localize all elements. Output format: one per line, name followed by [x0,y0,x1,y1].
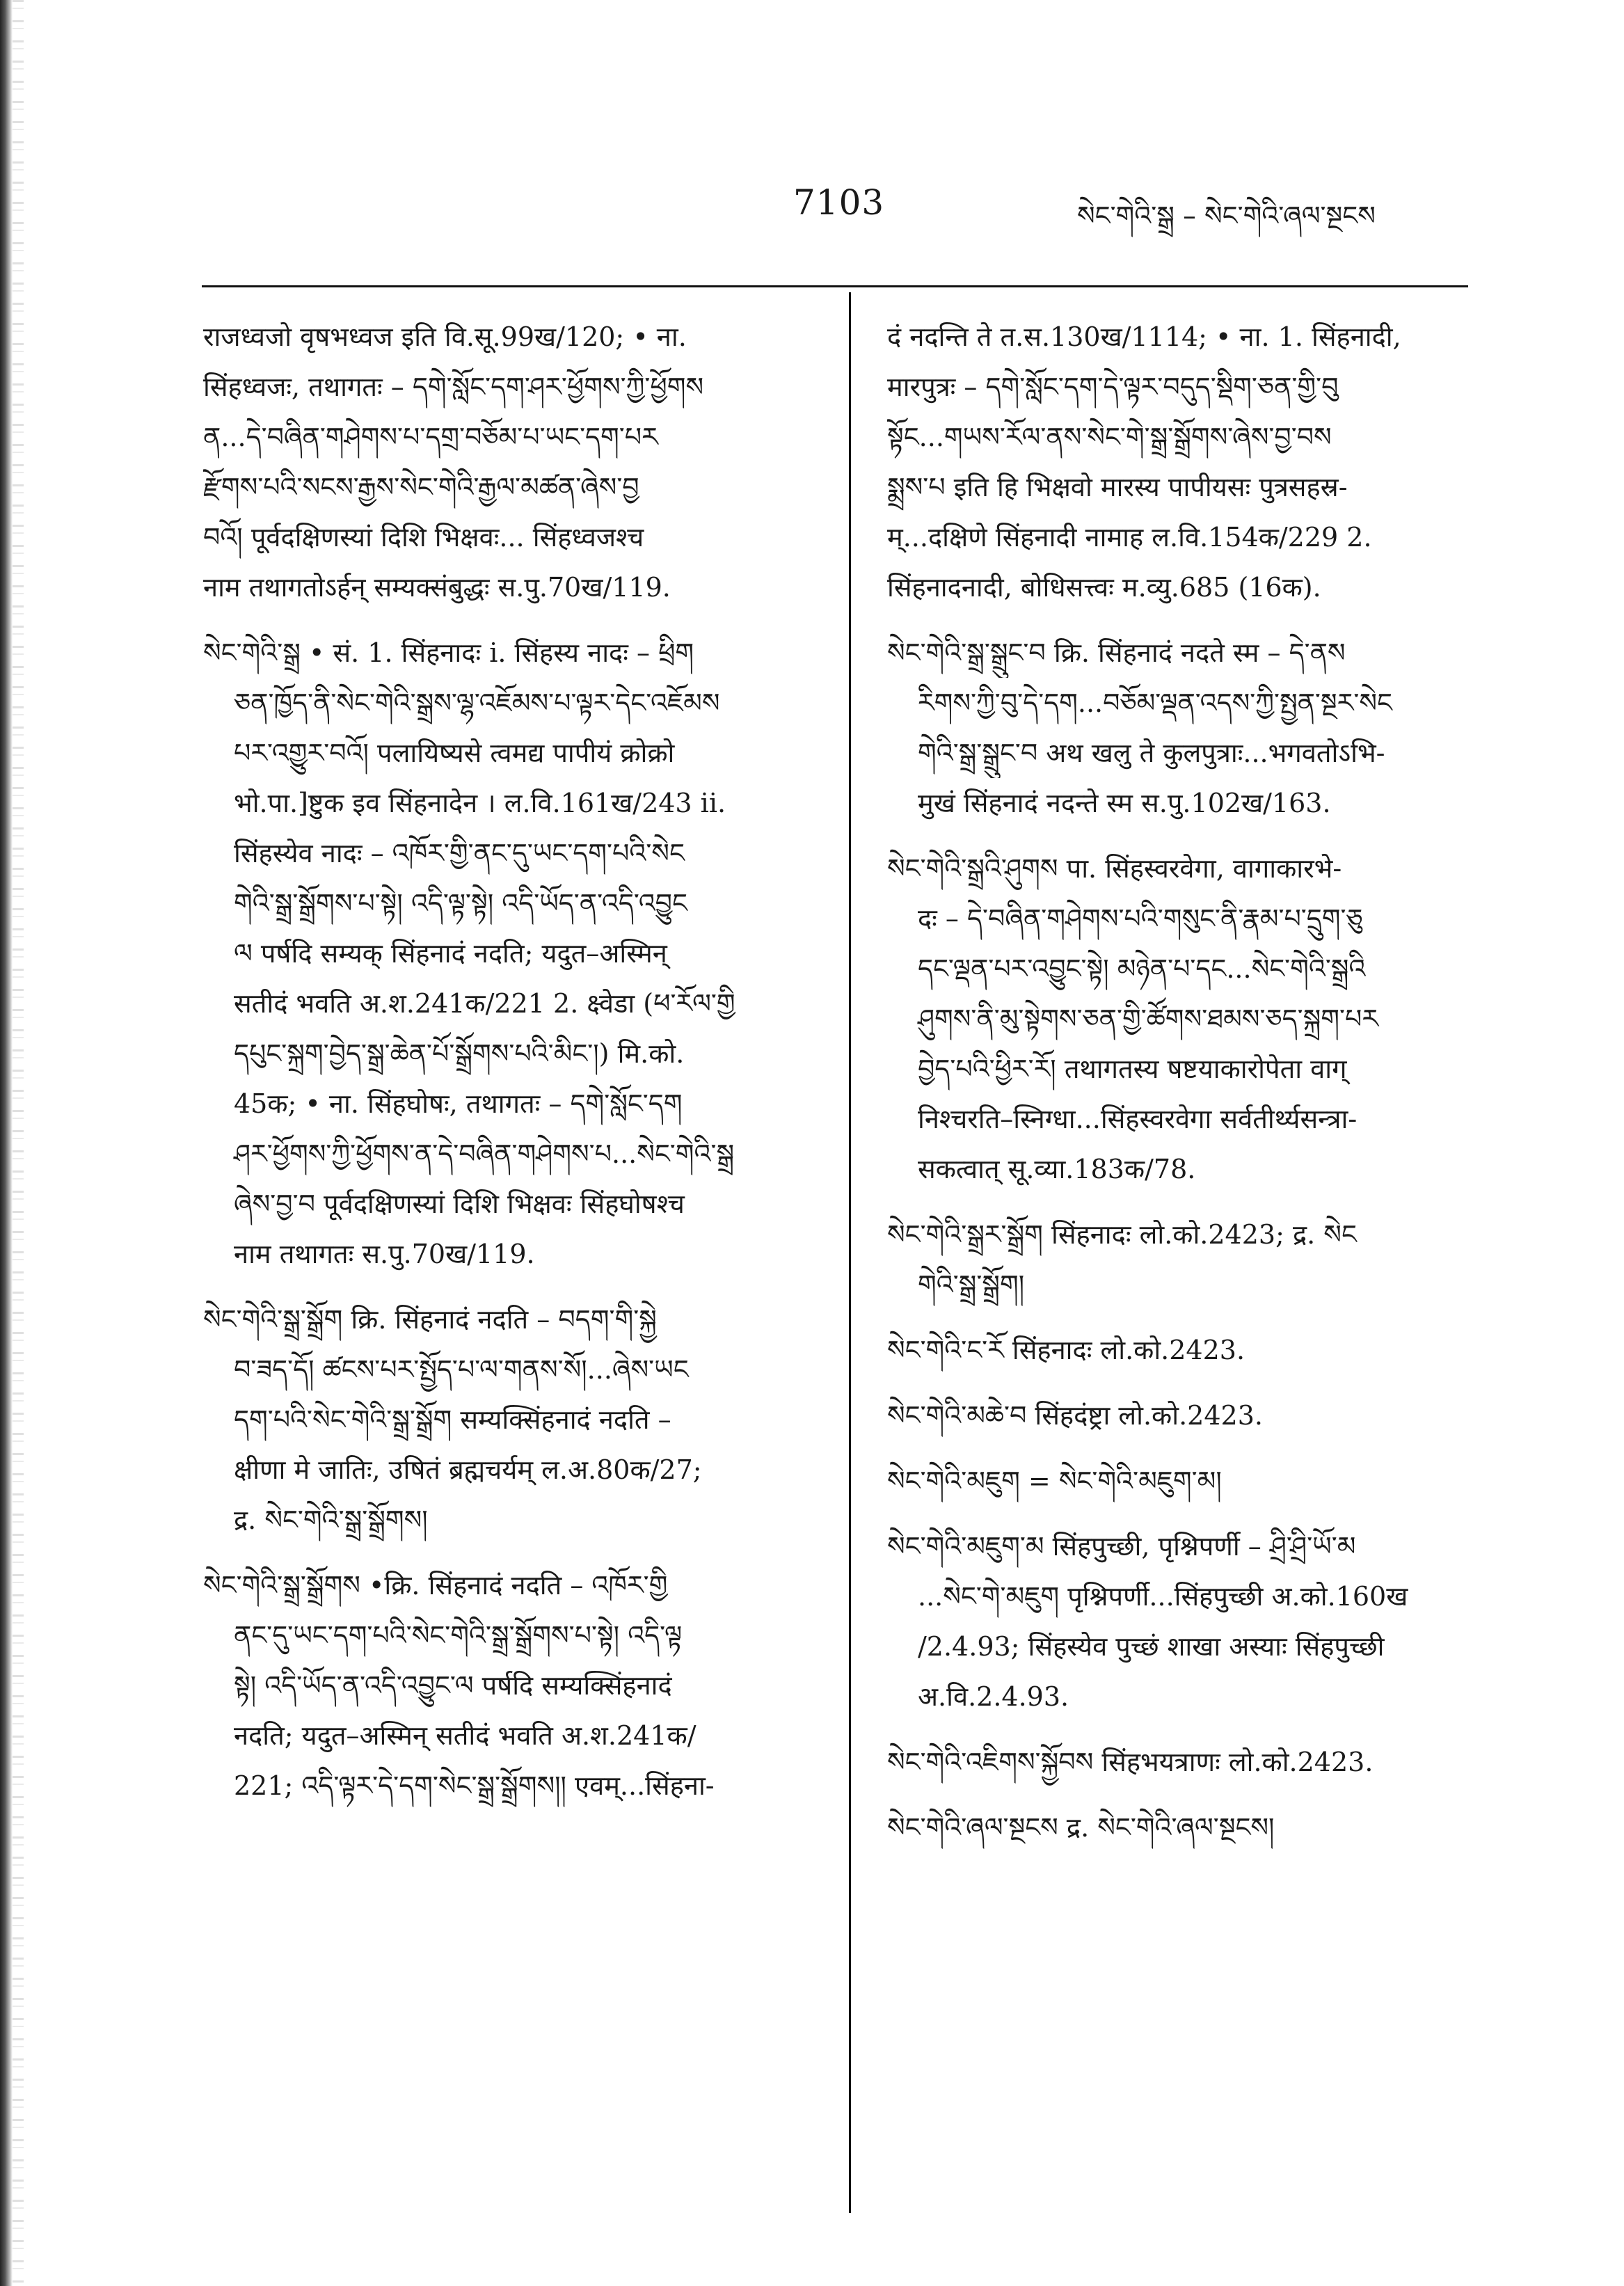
entry-line: གེའི་སྒྲ་སྒྲོག། [918,1269,1025,1300]
entry-line: ཅན་ཁྱོད་ནི་སེང་གེའི་སྒྲས་ལྷ་འཇོམས་པ་ལྟར་དེང་འཇོམས [234,688,720,718]
entry-line: दः – དེ་བཞིན་གཤེགས་པའི་གསུང་ནི་རྣམ་པ་དྲུག་ཅུ [918,903,1363,934]
dictionary-entry [887,312,1506,612]
dictionary-entry [887,1390,1506,1440]
entry-line: नाम तथागतः स.पु.70ख/119. [234,1239,535,1269]
dictionary-entry [887,1209,1506,1310]
entry-line: भो.पा.]ष्टुक इव सिंहनादेन । ल.वि.161ख/243 ii. [234,788,726,818]
dictionary-entry [203,1294,822,1545]
dictionary-entry [203,1560,822,1811]
entry-line: བ་ཟད་དོ། ཚངས་པར་སྤྱོད་པ་ལ་གནས་སོ།...ཞེས་ཡང [234,1354,689,1385]
entry-line: སེང་གེའི་མཆེ་བ सिंहदंष्ट्रा लो.को.2423. [887,1400,1263,1431]
entry-line: སེང་གེའི་སྒྲའི་ཤུགས पा. सिंहस्वरवेगा, वागाकारभे- [887,853,1342,884]
entry-line: 221; འདི་ལྟར་དེ་དག་སེང་སྒྲ་སྒྲོགས།། एवम्...सिंहना- [234,1770,715,1801]
dictionary-entry [887,1737,1506,1787]
entry-line: ལ पर्षदि सम्यक् सिंहनादं नदति; यदुत–अस्मिन् [234,938,667,969]
entry-line: म्...दक्षिणे सिंहनादी नामाह ल.वि.154क/229 2. [887,522,1372,553]
page-binding-edge [0,0,13,2286]
entry-line: मुखं सिंहनादं नदन्ते स्म स.पु.102ख/163. [918,788,1331,818]
entry-line: मारपुत्रः – དགེ་སློང་དག་དེ་ལྟར་བདུད་སྡིག་ཅན་གྱི་བུ [887,372,1339,402]
entry-line: སེང་གེའི་འཇིགས་སྐྱོབས सिंहभयत्राणः लो.को.2423. [887,1747,1374,1777]
entry-line: नाम तथागतोऽर्हन् सम्यक्संबुद्धः स.पु.70ख/119. [203,572,671,603]
entry-line: ཤར་ཕྱོགས་ཀྱི་ཕྱོགས་ན་དེ་བཞིན་གཤེགས་པ...སེང་གེའི་སྒྲ [234,1138,735,1169]
entry-line: སེང་གེའི་སྒྲར་སྒྲོག सिंहनादः लो.को.2423; द्र. སེང [887,1219,1357,1250]
entry-line: སེང་གེའི་སྒྲ་སྒྲོགས •क्रि. सिंहनादं नदति – འཁོར་གྱི [203,1570,668,1601]
dictionary-entry [887,1325,1506,1375]
entry-line: निश्चरति–स्निग्धा...सिंहस्वरवेगा सर्वतीर्थ्यसन्त्रा- [918,1104,1358,1134]
left-column [203,312,822,1826]
dictionary-entry [887,843,1506,1194]
entry-line: གེའི་སྒྲ་སྒྲོགས་པ་སྟེ། འདི་ལྟ་སྟེ། འདི་ཡོད་ན་འདི་འབྱུང [234,888,687,919]
dictionary-entry [203,312,822,612]
entry-line: སེང་གེའི་ང་རོ सिंहनादः लो.को.2423. [887,1335,1245,1365]
header-rule [202,285,1468,287]
entry-line: क्षीणा मे जातिः, उषितं ब्रह्मचर्यम् ल.अ.80क/27; [234,1454,702,1485]
dictionary-entry [887,628,1506,828]
entry-line: राजध्वजो वृषभध्वज इति वि.सू.99ख/120; • ना. [203,322,687,352]
entry-line: /2.4.93; सिंहस्येव पुच्छं शाखा अस्याः सिंहपुच्छी [918,1631,1385,1662]
entry-line: དང་ལྡན་པར་འབྱུང་སྟེ། མཉེན་པ་དང...སེང་གེའི་སྒྲའི [918,953,1366,984]
entry-line: པར་འགྱུར་བའོ། पलायिष्यसे त्वमद्य पापीयं क्रोक्रो [234,738,675,768]
entry-line: སྟེ། འདི་ཡོད་ན་འདི་འབྱུང་ལ पर्षदि सम्यक्सिंहनादं [234,1670,672,1701]
entry-line: ནང་དུ་ཡང་དག་པའི་སེང་གེའི་སྒྲ་སྒྲོགས་པ་སྟེ། འདི་ལྟ [234,1620,683,1651]
running-head: སེང་གེའི་སྒྲ – སེང་གེའི་ཞལ་སྔངས [1077,200,1376,231]
dictionary-entry [887,1802,1506,1852]
entry-line: དཔུང་སྐྲག་བྱེད་སྒྲ་ཆེན་པོ་སྒྲོགས་པའི་མིང་།) मि.को. [234,1038,685,1069]
dictionary-entry [887,1456,1506,1506]
entry-line: སེང་གེའི་མཇུག་མ सिंहपुच्छी, पृश्निपर्णी – ཤྲི་ཤྲི་ཡོ་མ [887,1531,1356,1562]
entry-line: ཤུགས་ནི་མུ་སྟེགས་ཅན་གྱི་ཚོགས་ཐམས་ཅད་སྐྲག་པར [918,1003,1378,1034]
entry-line: སེང་གེའི་སྒྲ • सं. 1. सिंहनादः i. सिंहस्य नादः – ཕྲིག [203,637,694,668]
entry-line: བྱེད་པའི་ཕྱིར་རོ། तथागतस्य षष्टयाकारोपेता वाग् [918,1054,1347,1084]
entry-line: ...སེང་གེ་མཇུག पृश्निपर्णी...सिंहपुच्छी अ.को.160ख [918,1581,1408,1612]
entry-line: སེང་གེའི་མཇུག = སེང་གེའི་མཇུག་མ། [887,1466,1222,1496]
entry-line: ན...དེ་བཞིན་གཤེགས་པ་དགྲ་བཅོམ་པ་ཡང་དག་པར [203,422,658,452]
entry-line: सिंहध्वजः, तथागतः – དགེ་སློང་དག་ཤར་ཕྱོགས་ཀྱི་ཕྱོགས [203,372,704,402]
entry-line: द्र. སེང་གེའི་སྒྲ་སྒྲོགས། [234,1505,428,1535]
entry-line: སེང་གེའི་སྒྲ་སྒྲོག क्रि. सिंहनादं नदति – བདག་གི་སྐྱེ [203,1304,657,1335]
entry-line: རྫོགས་པའི་སངས་རྒྱས་སེང་གེའི་རྒྱལ་མཚན་ཞེས་བྱ [203,472,639,502]
entry-line: नदति; यदुत–अस्मिन् सतीदं भवति अ.श.241क/ [234,1720,696,1751]
page-binding-texture [13,0,24,2286]
right-column [887,312,1506,1868]
dictionary-entry [203,628,822,1279]
entry-line: सिंहनादनादी, बोधिसत्त्वः म.व्यु.685 (16क). [887,572,1321,603]
entry-line: སྨྲས་པ इति हि भिक्षवो मारस्य पापीयसः पुत्रसहस्र- [887,472,1348,502]
column-divider [849,292,851,2213]
entry-line: 45क; • ना. सिंहघोषः, तथागतः – དགེ་སློང་དག [234,1088,683,1119]
entry-line: སྟོང...གཡས་རོལ་ནས་སེང་གེ་སྒྲ་སྒྲོགས་ཞེས་བྱ་བས [887,422,1332,452]
entry-line: दं नदन्ति ते त.स.130ख/1114; • ना. 1. सिंहनादी, [887,322,1401,352]
entry-line: ཞེས་བྱ་བ पूर्वदक्षिणस्यां दिशि भिक्षवः सिंहघोषश्च [234,1189,685,1219]
entry-line: सतीदं भवति अ.श.241क/221 2. क्ष्वेडा (ཕ་རོལ་གྱི [234,988,735,1019]
entry-line: བའོ། पूर्वदक्षिणस्यां दिशि भिक्षवः... सिंहध्वजश्च [203,522,644,553]
entry-line: सकत्वात् सू.व्या.183क/78. [918,1154,1196,1184]
entry-line: རིགས་ཀྱི་བུ་དེ་དག...བཅོམ་ལྡན་འདས་ཀྱི་སྤྱན་སྔར་སེང [918,688,1392,718]
dictionary-entry [887,1521,1506,1722]
entry-line: སེང་གེའི་ཞལ་སྔངས द्र. སེང་གེའི་ཞལ་སྔངས། [887,1812,1275,1843]
entry-line: अ.वि.2.4.93. [918,1681,1069,1712]
entry-line: सिंहस्येव नादः – འཁོར་གྱི་ནང་དུ་ཡང་དག་པའི་སེང [234,838,685,868]
entry-line: དག་པའི་སེང་གེའི་སྒྲ་སྒྲོག सम्यक्सिंहनादं नदति – [234,1404,671,1435]
page-number: 7103 [793,182,885,223]
entry-line: གེའི་སྒྲ་སྒྲུང་བ अथ खलु ते कुलपुत्राः...भगवतोऽभि- [918,738,1385,768]
entry-line: སེང་གེའི་སྒྲ་སྒྲུང་བ क्रि. सिंहनादं नदते स्म – དེ་ནས [887,637,1346,668]
